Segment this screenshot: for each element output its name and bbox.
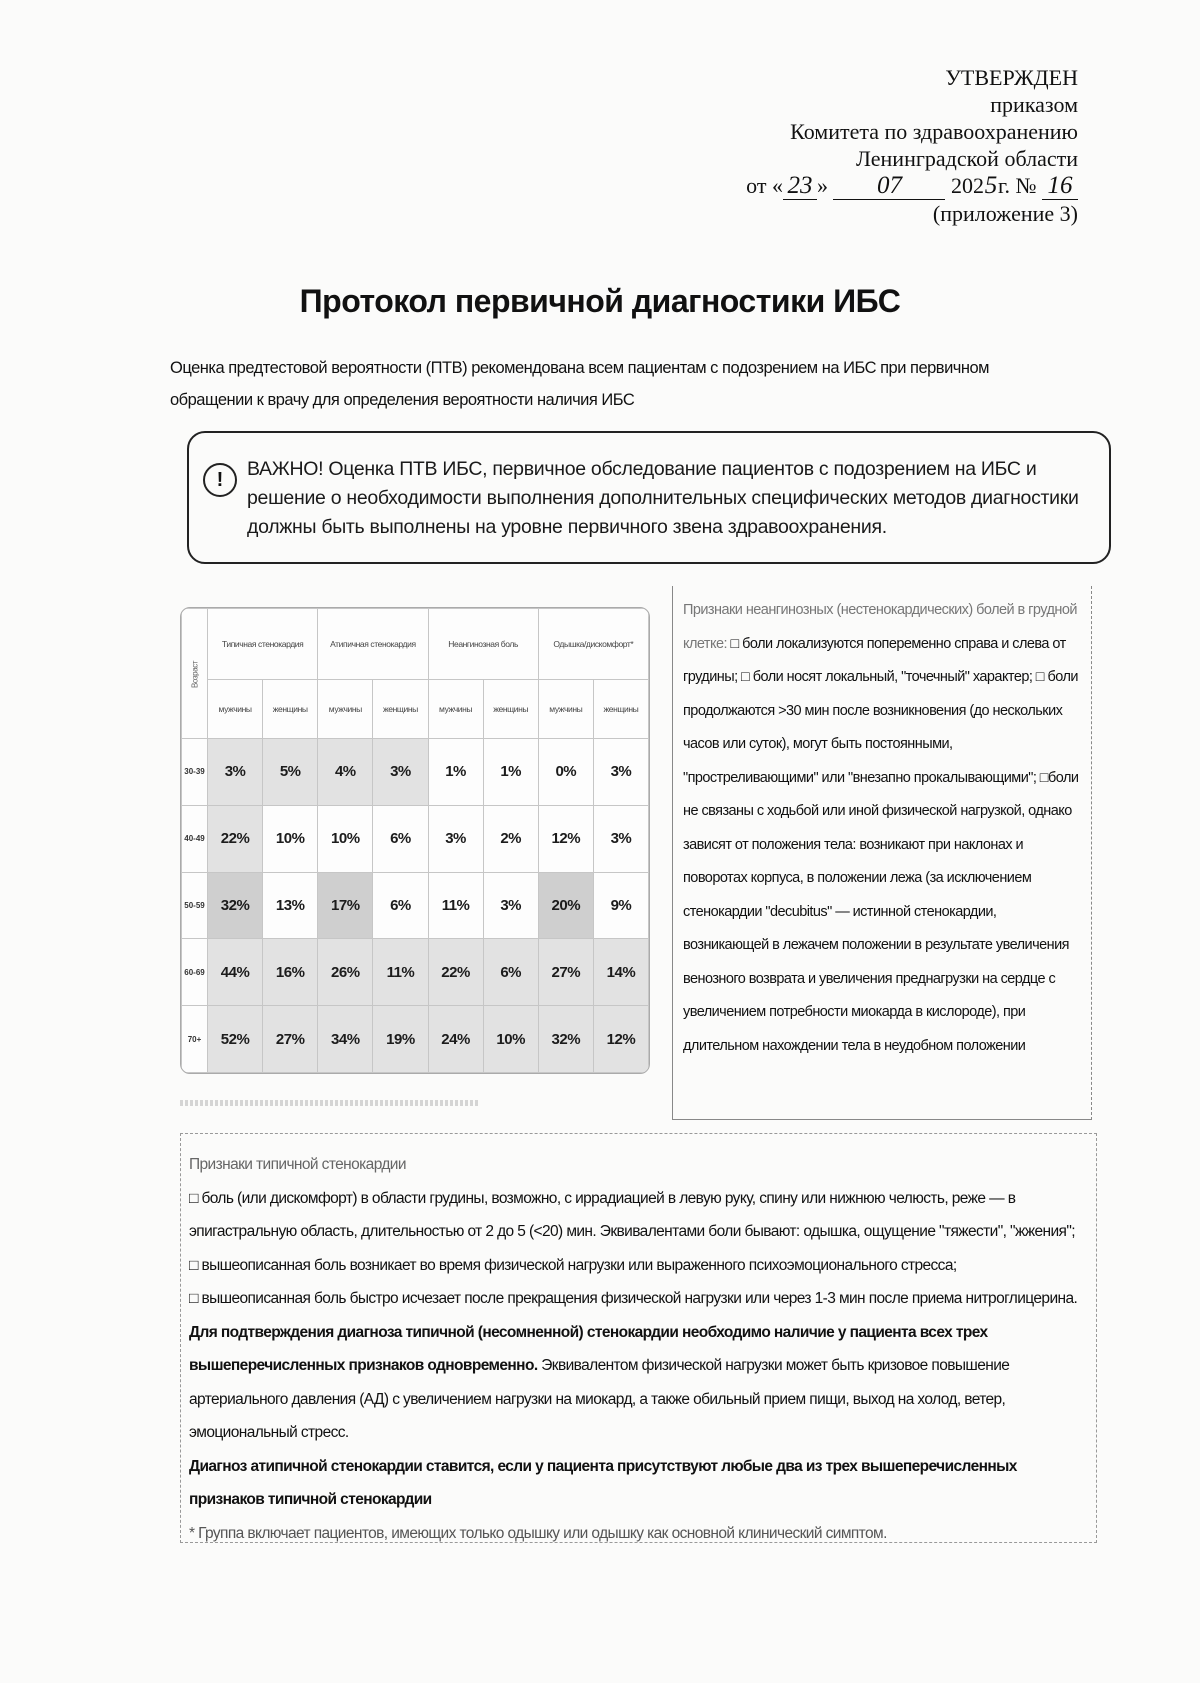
table-cell: 52%	[208, 1006, 263, 1073]
table-cell: 3%	[593, 739, 648, 806]
table-cell: 10%	[483, 1006, 538, 1073]
table-cell: 11%	[373, 939, 428, 1006]
table-cell: 27%	[538, 939, 593, 1006]
table-cell: 3%	[373, 739, 428, 806]
table-cell: 5%	[263, 739, 318, 806]
typical-angina-box	[180, 1133, 1097, 1543]
handwritten-order-number: 16	[1042, 172, 1078, 200]
table-cell: 11%	[428, 872, 483, 939]
handwritten-month: 07	[833, 172, 945, 200]
table-cell: 19%	[373, 1006, 428, 1073]
table-cell: 9%	[593, 872, 648, 939]
important-notice-box	[187, 431, 1111, 564]
table-cell: 34%	[318, 1006, 373, 1073]
typical-sign-1: □ боль (или дискомфорт) в области грудины, возможно, с иррадиацией в левую руку, спину или нижнюю челюсть, реже — в эпигастральную область, длительностью от 2 до 5 (<20) мин. Эквивалентами боли бывают: одышка, ощущение "тяжести", "жжения";	[189, 1189, 1075, 1240]
table-cell: 32%	[208, 872, 263, 939]
handwritten-day: 23	[783, 172, 817, 200]
age-cell: 60-69	[182, 939, 208, 1006]
table-row	[182, 739, 649, 806]
table-cell: 1%	[428, 739, 483, 806]
approval-appendix: (приложение 3)	[932, 201, 1078, 226]
typical-confirmation-rest: Эквивалентом физической нагрузки может быть кризовое повышение артериального давления (АД) с увеличением нагрузки на миокард, а также обильный прием пищи, выход на холод, ветер, эмоциональный стресс.	[189, 1357, 1010, 1441]
table-cell: 20%	[538, 872, 593, 939]
group-header: Одышка/дискомфорт*	[538, 609, 648, 680]
approval-committee: Комитета по здравоохранению	[790, 119, 1078, 144]
nonanginal-signs-box	[672, 586, 1092, 1120]
table-cell: 17%	[318, 872, 373, 939]
table-cell: 0%	[538, 739, 593, 806]
approval-region: Ленинградской области	[856, 146, 1078, 171]
nonanginal-text: □ боли локализуются попеременно справа и слева от грудины; □ боли носят локальный, "точечный" характер; □ боли продолжаются >30 мин после возникновения (до нескольких часов или суток), могут быть постоянными, "простреливающими" или "внезапно прокалывающими"; □боли не связаны с ходьбой или иной физической нагрузкой, однако зависят от положения тела: возникают при наклонах и поворотах корпуса, в положении лежа (за исключением стенокардии "decubitus" — истинной стенокардии, возникающей в лежачем положении в результате увеличения венозного возврата и увеличения преднагрузки на сердце с увеличением потребности миокарда в кислороде), при длительном нахождении тела в неудобном положении	[683, 635, 1079, 1054]
table-cell: 6%	[373, 805, 428, 872]
table-cell: 12%	[538, 805, 593, 872]
table-cell: 16%	[263, 939, 318, 1006]
approval-date-line: от « 23 » 07 2025г. № 16	[558, 172, 1078, 200]
intro-paragraph: Оценка предтестовой вероятности (ПТВ) рекомендована всем пациентам с подозрением на ИБС при первичном обращении к врачу для определения вероятности наличия ИБС	[170, 359, 990, 409]
atypical-definition: Диагноз атипичной стенокардии ставится, если у пациента присутствуют любые два из трех вышеперечисленных признаков типичной стенокардии	[189, 1457, 1017, 1508]
table-cell: 3%	[483, 872, 538, 939]
typical-confirmation	[189, 1316, 1086, 1450]
sex-header: женщины	[263, 680, 318, 739]
table-cell: 10%	[318, 805, 373, 872]
typical-confirmation-bold: Для подтверждения диагноза типичной (несомненной) стенокардии необходимо наличие у пациента всех трех вышеперечисленных признаков одновременно.	[189, 1323, 988, 1374]
approval-title: УТВЕРЖДЕН	[945, 65, 1078, 90]
important-notice-text: ВАЖНО! Оценка ПТВ ИБС, первичное обследование пациентов с подозрением на ИБС и решение о необходимости выполнения дополнительных специфических методов диагностики должны быть выполнены на уровне первичного звена здравоохранения.	[247, 458, 1079, 538]
approval-block	[558, 64, 1078, 227]
sex-header: женщины	[593, 680, 648, 739]
table-cell: 3%	[593, 805, 648, 872]
page-title: Протокол первичной диагностики ИБС	[299, 283, 901, 319]
table-cell: 13%	[263, 872, 318, 939]
ptv-table	[181, 608, 649, 1073]
table-cell: 27%	[263, 1006, 318, 1073]
sex-header: мужчины	[428, 680, 483, 739]
table-row	[182, 805, 649, 872]
table-cell: 4%	[318, 739, 373, 806]
sex-header: мужчины	[208, 680, 263, 739]
group-header: Типичная стенокардия	[208, 609, 318, 680]
sex-header: мужчины	[318, 680, 373, 739]
table-cell: 22%	[208, 805, 263, 872]
age-cell: 30-39	[182, 739, 208, 806]
sex-header: женщины	[373, 680, 428, 739]
group-header: Неангинозная боль	[428, 609, 538, 680]
table-cell: 44%	[208, 939, 263, 1006]
typical-sign-3: □ вышеописанная боль быстро исчезает после прекращения физической нагрузки или через 1-3 мин после приема нитроглицерина.	[189, 1290, 1078, 1307]
table-cell: 10%	[263, 805, 318, 872]
table-cell: 2%	[483, 805, 538, 872]
approval-order: приказом	[990, 92, 1078, 117]
footnote: * Группа включает пациентов, имеющих только одышку или одышку как основной клинический симптом.	[189, 1524, 887, 1542]
group-header: Атипичная стенокардия	[318, 609, 428, 680]
table-cell: 24%	[428, 1006, 483, 1073]
table-cell: 22%	[428, 939, 483, 1006]
age-cell: 70+	[182, 1006, 208, 1073]
table-cell: 3%	[208, 739, 263, 806]
typical-sign-2: □ вышеописанная боль возникает во время физической нагрузки или выраженного психоэмоционального стресса;	[189, 1256, 957, 1274]
table-cell: 6%	[483, 939, 538, 1006]
table-cell: 6%	[373, 872, 428, 939]
table-cell: 32%	[538, 1006, 593, 1073]
age-column-header: Возраст	[182, 609, 208, 739]
table-illegible-caption	[180, 1100, 480, 1106]
age-cell: 50-59	[182, 872, 208, 939]
table-cell: 1%	[483, 739, 538, 806]
table-cell: 26%	[318, 939, 373, 1006]
table-cell: 3%	[428, 805, 483, 872]
age-cell: 40-49	[182, 805, 208, 872]
table-cell: 14%	[593, 939, 648, 1006]
warning-icon: !	[203, 463, 237, 497]
sex-header: мужчины	[538, 680, 593, 739]
table-row	[182, 872, 649, 939]
nonanginal-heading: Признаки неангинозных (нестенокардических) болей в грудной клетке:	[683, 602, 1077, 652]
table-row	[182, 939, 649, 1006]
handwritten-year-digit: 5	[984, 172, 998, 199]
typical-heading: Признаки типичной стенокардии	[189, 1156, 406, 1173]
ptv-table-container	[180, 607, 650, 1074]
sex-header: женщины	[483, 680, 538, 739]
table-row	[182, 1006, 649, 1073]
table-cell: 12%	[593, 1006, 648, 1073]
